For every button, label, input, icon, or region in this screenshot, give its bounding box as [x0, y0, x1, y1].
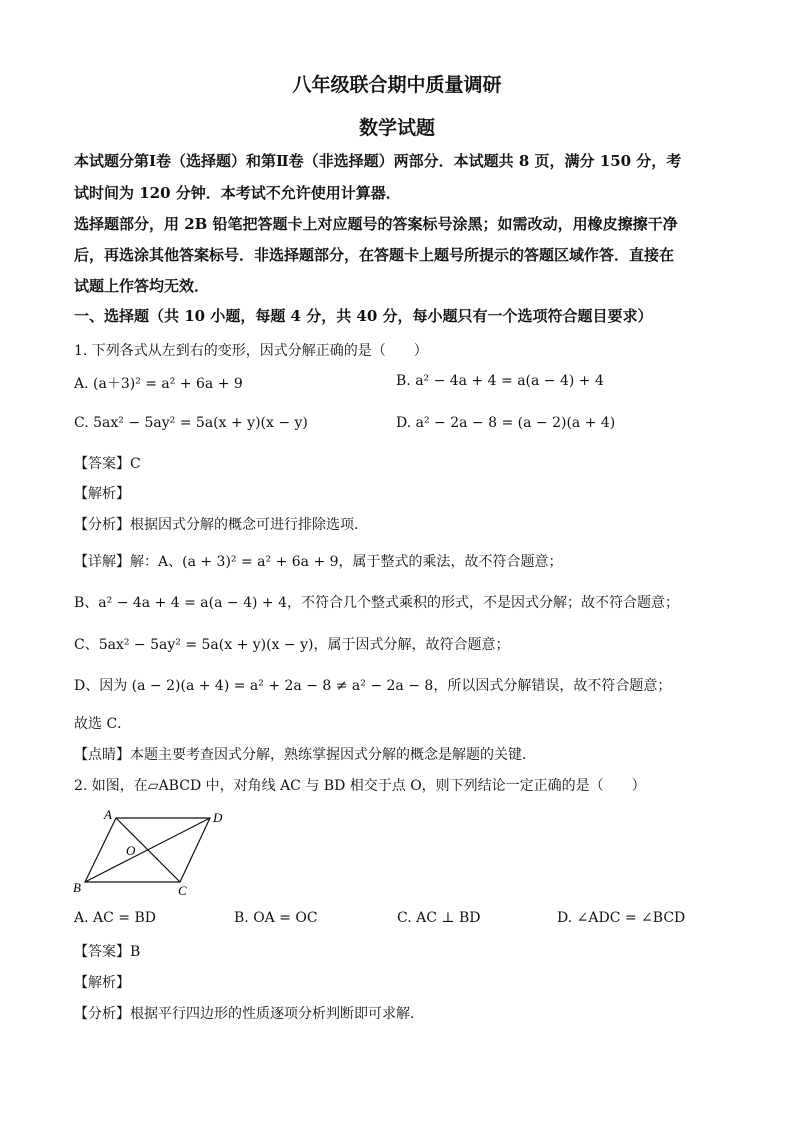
question-1-choose: 故选 C．	[74, 716, 132, 732]
question-1-option-b: B. a² − 4a + 4 = a(a − 4) + 4	[396, 373, 604, 389]
parallelogram-figure	[70, 805, 230, 897]
question-1-line-b: B、a² − 4a + 4 = a(a − 4) + 4，不符合几个整式乘积的形式，不是因式分解；故不符合题意；	[74, 595, 679, 611]
intro-line-3: 选择题部分，用 2B 铅笔把答题卡上对应题号的答案标号涂黑；如需改动，用橡皮擦擦干净	[74, 215, 678, 233]
question-1-line-c: C、5ax² − 5ay² = 5a(x + y)(x − y)，属于因式分解，故符合题意；	[74, 637, 510, 653]
section-heading: 一、选择题（共 10 小题，每题 4 分，共 40 分，每小题只有一个选项符合题目要求）	[74, 307, 653, 325]
diagonal-bd	[85, 818, 210, 882]
question-2-option-b: B. OA = OC	[234, 910, 318, 926]
question-1-analysis-tag: 【解析】	[74, 486, 130, 502]
intro-line-2: 试时间为 120 分钟．本考试不允许使用计算器．	[74, 184, 401, 202]
center-label-o: O	[126, 843, 136, 858]
question-1-option-a: A. (a＋3)² = a² + 6a + 9	[74, 376, 243, 392]
question-1-line-d: D、因为 (a − 2)(a + 4) = a² + 2a − 8 ≠ a² − 2a − 8，所以因式分解错误，故不符合题意；	[74, 678, 672, 694]
question-2-stem: 2. 如图，在▱ABCD 中，对角线 AC 与 BD 相交于点 O，则下列结论一定正确的是（ ）	[74, 778, 646, 794]
intro-line-4: 后，再选涂其他答案标号．非选择题部分，在答题卡上题号所提示的答题区域作答．直接在	[74, 246, 675, 264]
question-2-option-d: D. ∠ADC = ∠BCD	[557, 910, 686, 926]
question-1-detail: 【详解】解：A、(a + 3)² = a² + 6a + 9，属于整式的乘法，故不符合题意；	[74, 554, 563, 570]
question-1-answer: 【答案】C	[74, 456, 141, 472]
question-1-comment: 【点睛】本题主要考查因式分解，熟练掌握因式分解的概念是解题的关键．	[74, 747, 536, 763]
question-2-option-a: A. AC = BD	[74, 910, 156, 926]
question-2-fenxi: 【分析】根据平行四边形的性质逐项分析判断即可求解．	[74, 1006, 424, 1022]
question-2-analysis-tag: 【解析】	[74, 975, 130, 991]
vertex-label-b: B	[73, 880, 81, 895]
question-2-option-c: C. AC ⊥ BD	[397, 910, 481, 926]
question-1-option-c: C. 5ax² − 5ay² = 5a(x + y)(x − y)	[74, 415, 308, 431]
document-title: 八年级联合期中质量调研	[292, 74, 502, 96]
vertex-label-d: D	[213, 810, 223, 825]
intro-line-1: 本试题分第Ⅰ卷（选择题）和第Ⅱ卷（非选择题）两部分．本试题共 8 页，满分 150 分，考	[74, 152, 682, 170]
document-subtitle: 数学试题	[358, 117, 435, 139]
vertex-label-a: A	[104, 807, 112, 822]
question-1-stem: 1. 下列各式从左到右的变形，因式分解正确的是（ ）	[74, 343, 428, 359]
question-2-answer: 【答案】B	[74, 944, 141, 960]
question-1-fenxi: 【分析】根据因式分解的概念可进行排除选项．	[74, 517, 368, 533]
intro-line-5: 试题上作答均无效．	[74, 277, 210, 295]
vertex-label-c: C	[178, 883, 187, 897]
question-1-option-d: D. a² − 2a − 8 = (a − 2)(a + 4)	[396, 415, 616, 431]
